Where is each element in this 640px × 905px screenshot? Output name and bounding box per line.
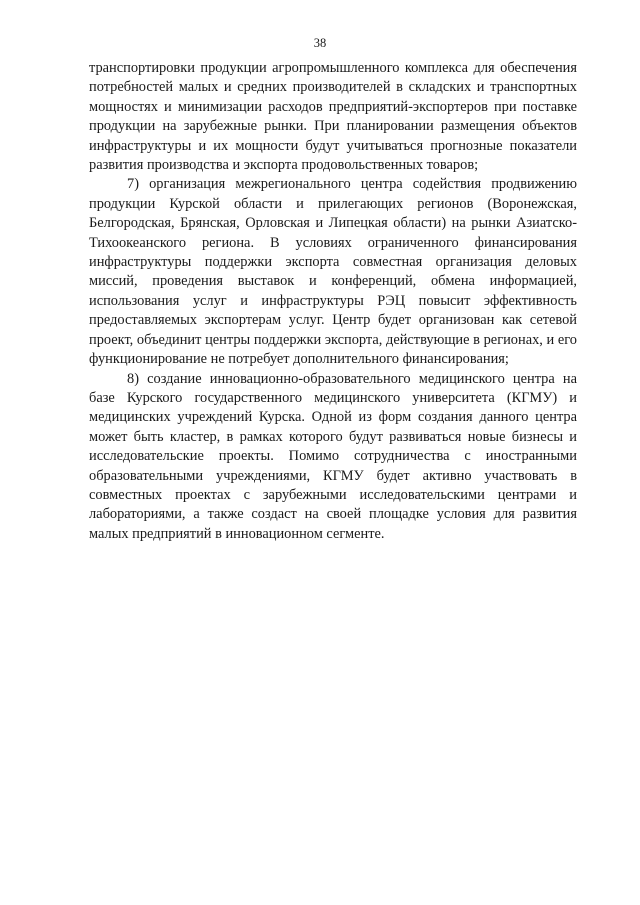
paragraph-continuation: транспортировки продукции агропромышленного комплекса для обеспечения потребностей малых и средних производителей в складских и транспортных мощностях и минимизации расходов предприятий-экспортеров при поставке продукции на зарубежные рынки. При планировании размещения объектов инфраструктуры и их мощности будут учитываться прогнозные показатели развития производства и экспорта продовольственных товаров; xyxy=(89,60,577,174)
paragraph-item-7: 7) организация межрегионального центра содействия продвижению продукции Курской области и прилегающих регионов (Воронежская, Белгородская, Брянская, Орловская и Липецкая области) на рынки Азиатско-Тихоокеанского региона. В условиях ограниченного финансирования инфраструктуры поддержки экспорта совместная организация деловых миссий, проведения выставок и конференций, обмена информацией, использования услуг и инфраструктуры РЭЦ повысит эффективность предоставляемых экспортерам услуг. Центр будет организован как сетевой проект, объединит центры поддержки экспорта, действующие в регионах, и его функционирование не потребует дополнительного финансирования; xyxy=(89,176,577,368)
document-body xyxy=(89,59,577,544)
page-number: 38 xyxy=(313,36,327,50)
paragraph-item-8: 8) создание инновационно-образовательного медицинского центра на базе Курского государственного медицинского университета (КГМУ) и медицинских учреждений Курска. Одной из форм создания данного центра может быть кластер, в рамках которого будут развиваться новые бизнесы и исследовательские проекты. Помимо сотрудничества с иностранными образовательными учреждениями, КГМУ будет активно участвовать в совместных проектах с зарубежными исследовательскими центрами и лабораториями, а также создаст на своей площадке условия для развития малых предприятий в инновационном сегменте. xyxy=(89,370,577,542)
